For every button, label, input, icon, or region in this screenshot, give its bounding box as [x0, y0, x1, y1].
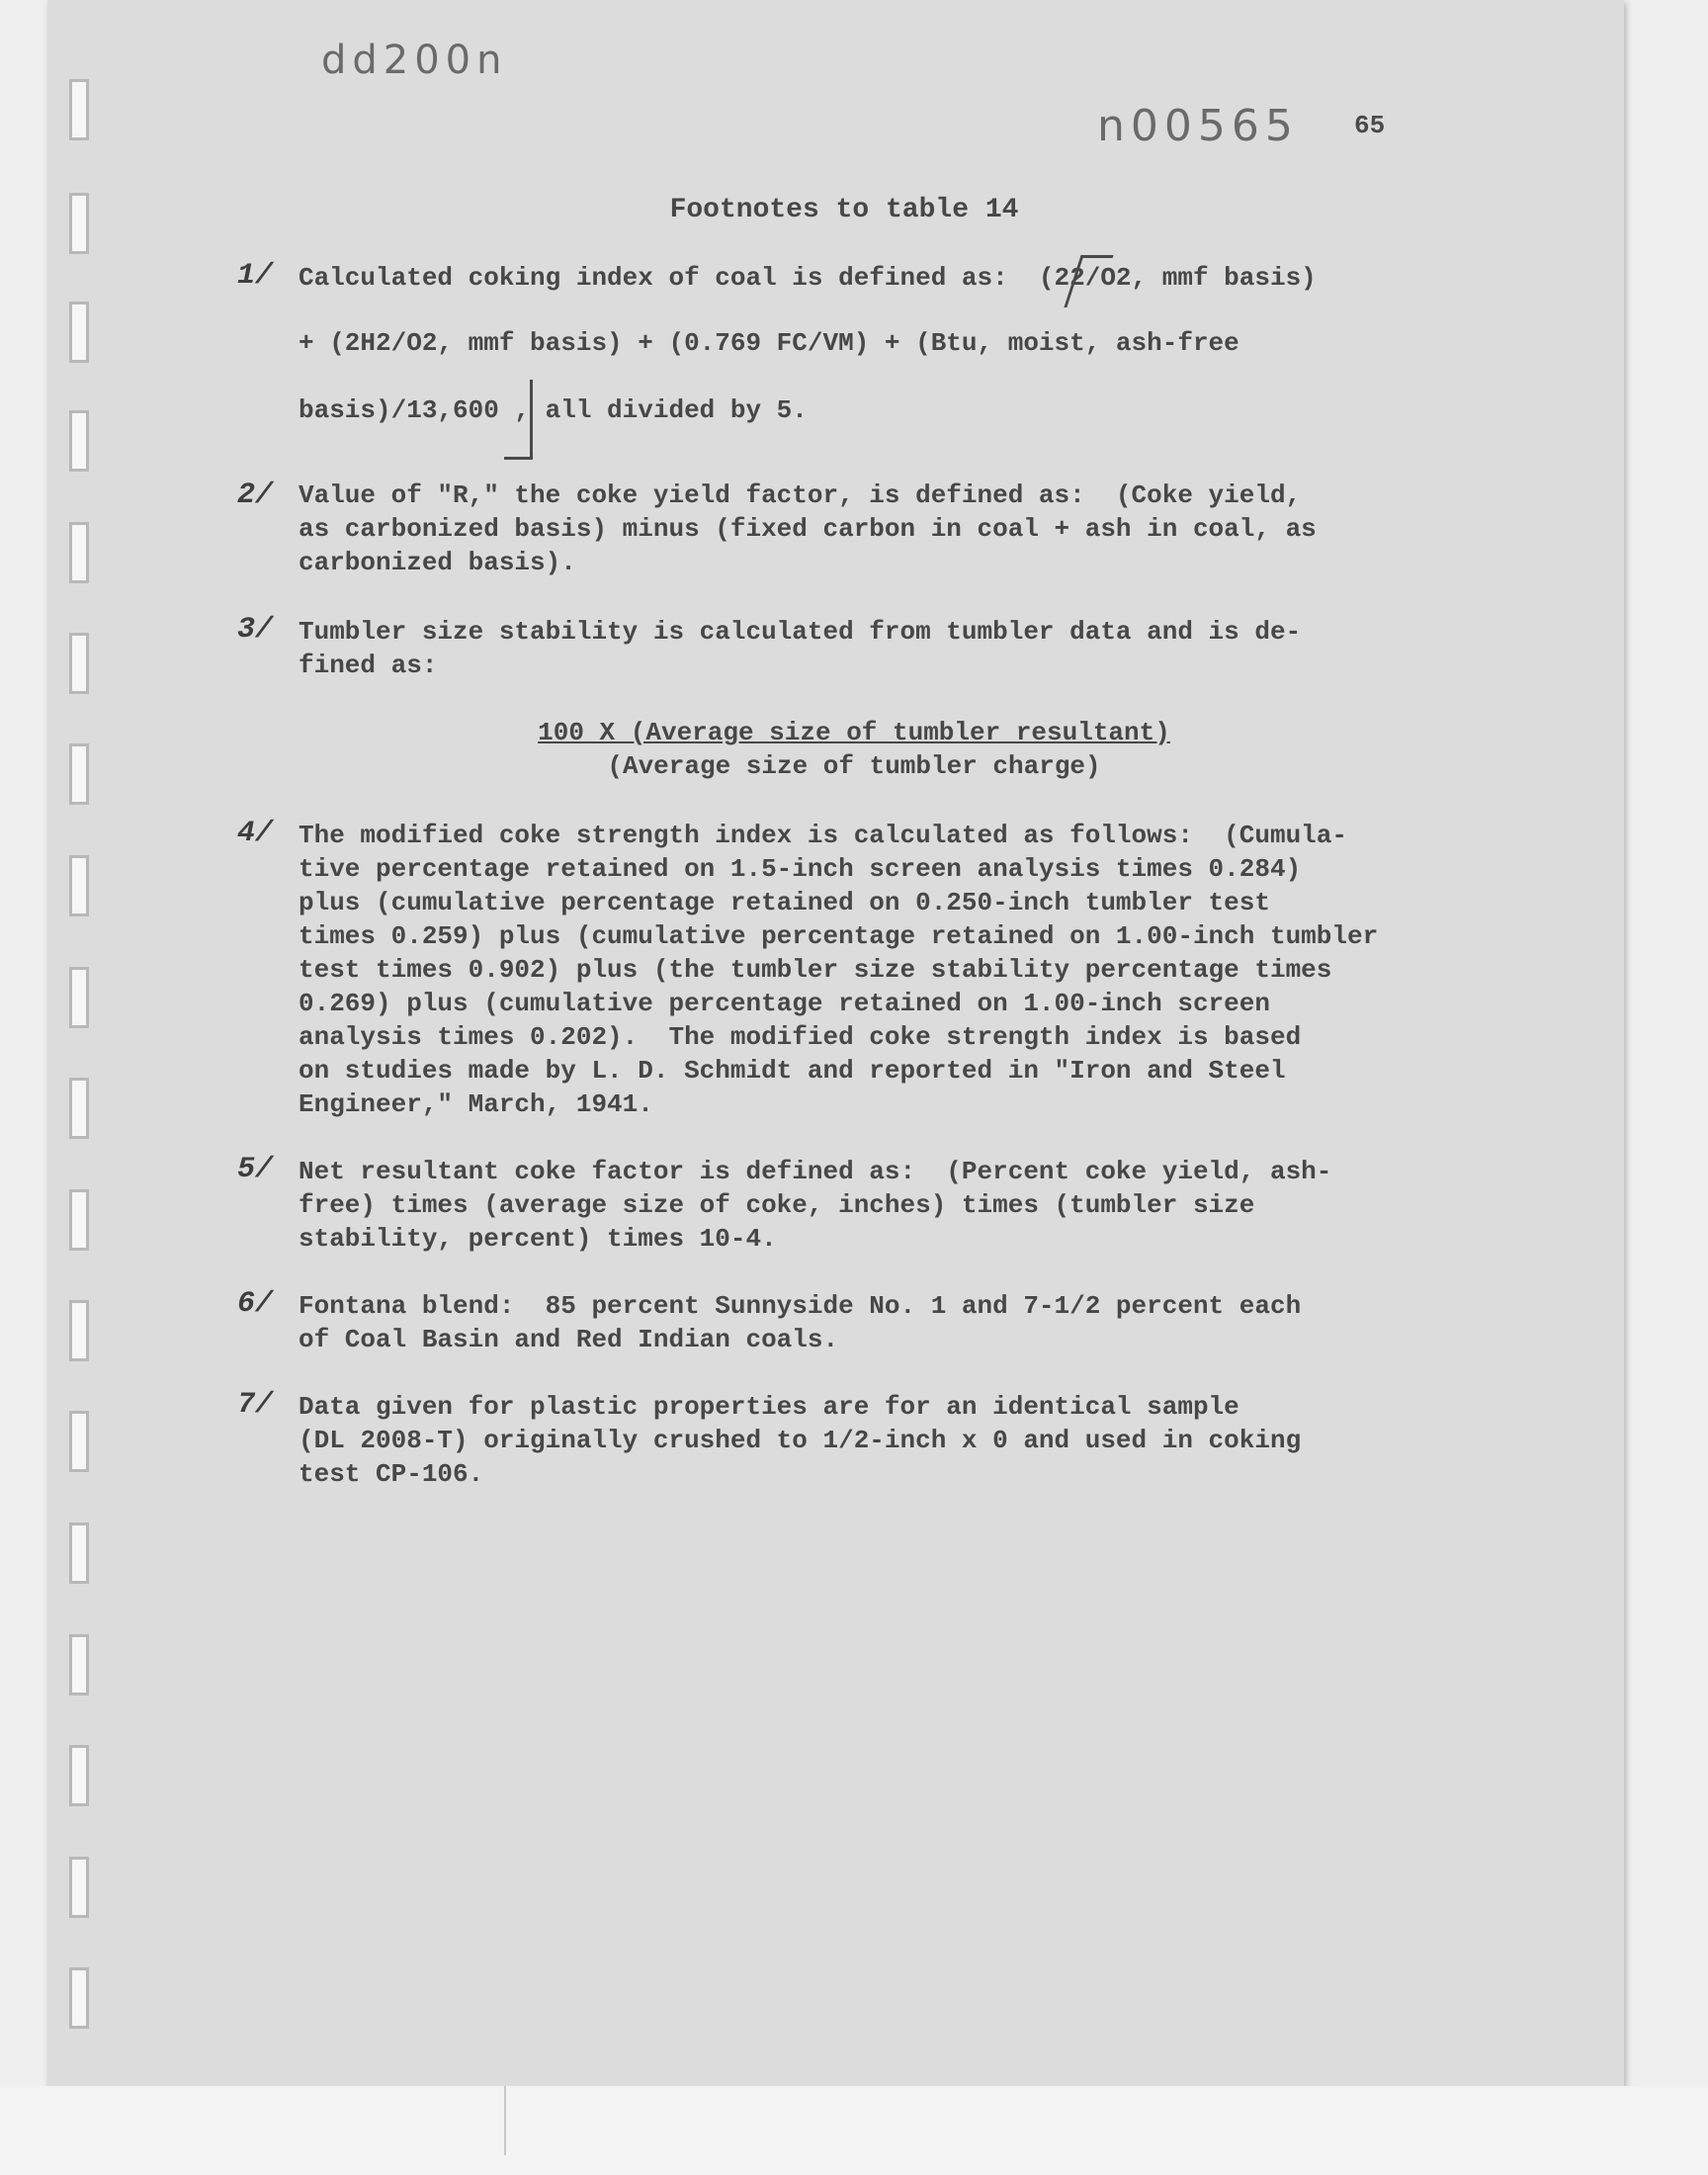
footnote-5-line-1: Net resultant coke factor is defined as: (Percent coke yield, ash- — [299, 1157, 1332, 1186]
perforation-hole — [69, 1300, 89, 1361]
footnote-4-line-7: analysis times 0.202). The modified coke strength index is based — [299, 1022, 1302, 1052]
perforation-hole — [69, 1411, 89, 1472]
footnote-number-1: 1/ — [237, 259, 274, 293]
footnote-6-line-1: Fontana blend: 85 percent Sunnyside No. 1 and 7-1/2 percent each — [299, 1291, 1302, 1321]
perforation-hole — [69, 1522, 89, 1584]
footnote-2-line-2: as carbonized basis) minus (fixed carbon in coal + ash in coal, as — [299, 514, 1317, 544]
footnote-4-line-8: on studies made by L. D. Schmidt and reported in "Iron and Steel — [299, 1056, 1286, 1086]
footnote-4-line-2: tive percentage retained on 1.5-inch screen analysis times 0.284) — [299, 854, 1302, 884]
perforation-hole — [69, 1745, 89, 1806]
perforation-hole — [69, 967, 89, 1028]
footnote-3-line-1: Tumbler size stability is calculated from tumbler data and is de- — [299, 617, 1302, 647]
footnote-2-line-3: carbonized basis). — [299, 548, 576, 577]
page-number: 65 — [1354, 111, 1386, 140]
formula-numerator: 100 X (Average size of tumbler resultant) — [538, 718, 1170, 747]
formula-denominator: (Average size of tumbler charge) — [607, 751, 1101, 781]
footnote-7-line-3: test CP-106. — [299, 1459, 484, 1489]
perforation-hole — [69, 1857, 89, 1918]
scan-edge-line — [109, 2086, 506, 2155]
footnote-4-line-3: plus (cumulative percentage retained on 0.250-inch tumbler test — [299, 888, 1270, 917]
footnote-7-line-1: Data given for plastic properties are for an identical sample — [299, 1392, 1239, 1422]
footnote-number-6: 6/ — [237, 1287, 274, 1321]
perforation-hole — [69, 1634, 89, 1696]
footnote-number-5: 5/ — [237, 1153, 274, 1186]
footnote-4-line-6: 0.269) plus (cumulative percentage retained on 1.00-inch screen — [299, 989, 1270, 1018]
document-number: n00565 — [1097, 101, 1299, 151]
perforation-hole — [69, 79, 89, 140]
footnote-1-line-3: basis)/13,600 , all divided by 5. — [299, 395, 808, 425]
footnote-1-line-2: + (2H2/O2, mmf basis) + (0.769 FC/VM) + (Btu, moist, ash-free — [299, 328, 1239, 358]
footnote-number-3: 3/ — [237, 613, 274, 647]
perforation-hole — [69, 410, 89, 472]
footnote-7-line-2: (DL 2008-T) originally crushed to 1/2-inch x 0 and used in coking — [299, 1426, 1302, 1455]
binder-perforations — [69, 69, 99, 2046]
footnote-1-line-1: Calculated coking index of coal is defined as: (22/O2, mmf basis) — [299, 263, 1317, 293]
perforation-hole — [69, 633, 89, 694]
perforation-hole — [69, 1078, 89, 1139]
footnote-5-line-2: free) times (average size of coke, inches) times (tumbler size — [299, 1190, 1255, 1220]
handwritten-top-number: dd200n — [321, 38, 508, 83]
footnote-5-line-3: stability, percent) times 10-4. — [299, 1224, 777, 1254]
footnote-4-line-4: times 0.259) plus (cumulative percentage retained on 1.00-inch tumbler — [299, 921, 1379, 951]
perforation-hole — [69, 1967, 89, 2029]
footnote-3-line-2: fined as: — [299, 651, 438, 680]
footnote-2-line-1: Value of "R," the coke yield factor, is defined as: (Coke yield, — [299, 480, 1302, 510]
footnote-number-2: 2/ — [237, 478, 274, 512]
footnote-4-line-5: test times 0.902) plus (the tumbler size stability percentage times — [299, 955, 1332, 985]
footnote-number-7: 7/ — [237, 1388, 274, 1422]
footnote-4-line-9: Engineer," March, 1941. — [299, 1089, 653, 1119]
footnote-4-line-1: The modified coke strength index is calculated as follows: (Cumula- — [299, 821, 1347, 850]
perforation-hole — [69, 522, 89, 583]
perforation-hole — [69, 1189, 89, 1251]
perforation-hole — [69, 855, 89, 916]
footnote-6-line-2: of Coal Basin and Red Indian coals. — [299, 1325, 839, 1354]
perforation-hole — [69, 302, 89, 363]
bracket-close — [504, 380, 533, 460]
page-title: Footnotes to table 14 — [669, 195, 1019, 225]
footnote-number-4: 4/ — [237, 817, 274, 850]
